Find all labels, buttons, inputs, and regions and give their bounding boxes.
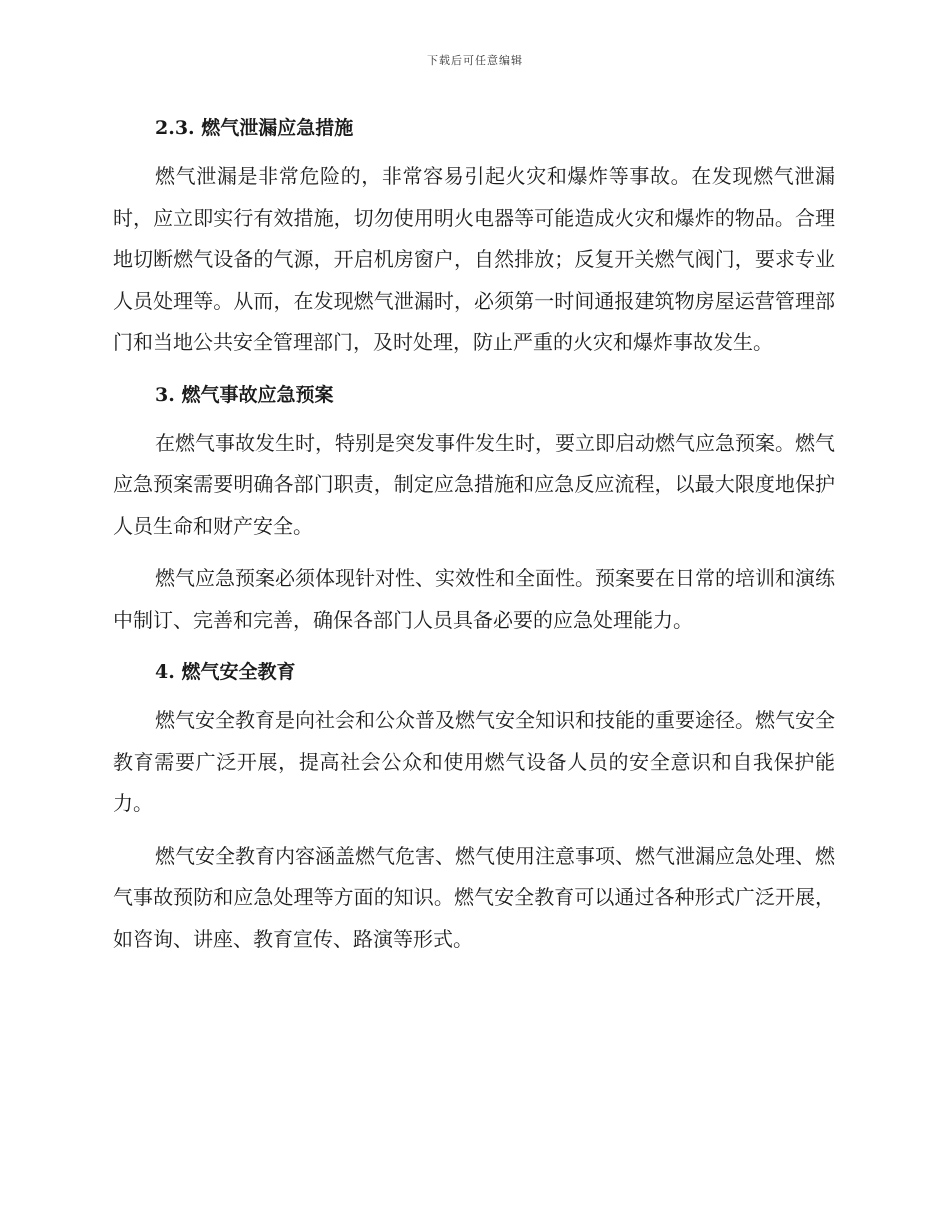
page-header: 下载后可任意编辑 <box>427 54 523 67</box>
paragraph-gas-leak-measures: 燃气泄漏是非常危险的，非常容易引起火灾和爆炸等事故。在发现燃气泄漏时，应立即实行有效措施，切勿使用明火电器等可能造成火灾和爆炸的物品。合理地切断燃气设备的气源，开启机房窗户，自然排放；反复开关燃气阀门，要求专业人员处理等。从而，在发现燃气泄漏时，必须第一时间通报建筑物房屋运营管理部门和当地公共安全管理部门，及时处理，防止严重的火灾和爆炸事故发生。 <box>113 164 835 354</box>
section-heading-4: 4. 燃气安全教育 <box>155 661 296 683</box>
document-body <box>113 108 835 960</box>
section-heading-3: 3. 燃气事故应急预案 <box>155 383 334 406</box>
paragraph-safety-education-1: 燃气安全教育是向社会和公众普及燃气安全知识和技能的重要途径。燃气安全教育需要广泛开展，提高社会公众和使用燃气设备人员的安全意识和自我保护能力。 <box>113 708 835 815</box>
paragraph-emergency-plan-1: 在燃气事故发生时，特别是突发事件发生时，要立即启动燃气应急预案。燃气应急预案需要明确各部门职责，制定应急措施和应急反应流程，以最大限度地保护人员生命和财产安全。 <box>113 430 835 538</box>
section-heading-2-3: 2.3. 燃气泄漏应急措施 <box>155 117 354 139</box>
paragraph-safety-education-2: 燃气安全教育内容涵盖燃气危害、燃气使用注意事项、燃气泄漏应急处理、燃气事故预防和应急处理等方面的知识。燃气安全教育可以通过各种形式广泛开展，如咨询、讲座、教育宣传、路演等形式。 <box>113 843 835 951</box>
paragraph-emergency-plan-2: 燃气应急预案必须体现针对性、实效性和全面性。预案要在日常的培训和演练中制订、完善和完善，确保各部门人员具备必要的应急处理能力。 <box>113 566 835 632</box>
